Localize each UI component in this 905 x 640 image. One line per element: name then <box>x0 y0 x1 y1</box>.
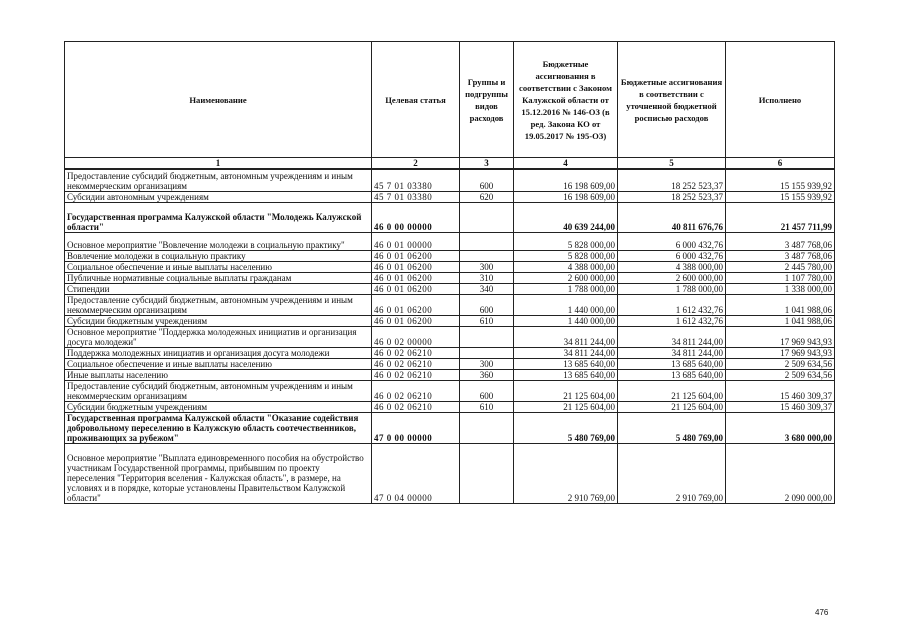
row-expense-group: 610 <box>460 315 514 326</box>
table-row <box>65 272 835 283</box>
row-executed: 1 107 780,00 <box>726 272 835 283</box>
row-budget-revised: 5 480 769,00 <box>618 412 726 443</box>
row-budget-law: 5 480 769,00 <box>514 412 618 443</box>
row-name: Основное мероприятие "Вовлечение молодежи в социальную практику" <box>65 232 372 250</box>
row-target-article: 46 0 01 00000 <box>372 232 460 250</box>
row-expense-group: 600 <box>460 380 514 401</box>
table-row <box>65 294 835 315</box>
table-row <box>65 326 835 347</box>
column-number: 3 <box>460 158 514 170</box>
table-row <box>65 412 835 443</box>
row-budget-revised: 2 910 769,00 <box>618 443 726 503</box>
row-executed: 3 680 000,00 <box>726 412 835 443</box>
row-budget-revised: 13 685 640,00 <box>618 369 726 380</box>
row-target-article: 46 0 01 06200 <box>372 261 460 272</box>
row-expense-group: 340 <box>460 283 514 294</box>
header-budget-law: Бюджетные ассигнования в соответствии с Законом Калужской области от 15.12.2016 № 146-ОЗ (в ред. Закона КО от 19.05.2017 № 195-ОЗ) <box>514 42 618 158</box>
table-row <box>65 232 835 250</box>
table-row <box>65 250 835 261</box>
row-name: Поддержка молодежных инициатив и организация досуга молодежи <box>65 347 372 358</box>
column-number: 2 <box>372 158 460 170</box>
row-name: Предоставление субсидий бюджетным, автономным учреждениям и иным некоммерческим организациям <box>65 380 372 401</box>
row-budget-law: 5 828 000,00 <box>514 250 618 261</box>
row-name: Государственная программа Калужской области "Молодежь Калужской области" <box>65 202 372 232</box>
table-row <box>65 443 835 503</box>
row-expense-group: 300 <box>460 358 514 369</box>
table-row <box>65 283 835 294</box>
row-target-article: 45 7 01 03380 <box>372 169 460 191</box>
row-target-article: 46 0 01 06200 <box>372 315 460 326</box>
row-executed: 15 460 309,37 <box>726 401 835 412</box>
row-name: Государственная программа Калужской области "Оказание содействия добровольному переселению в Калужскую область соотечественников, проживающих за рубежом" <box>65 412 372 443</box>
column-number: 1 <box>65 158 372 170</box>
budget-table <box>64 41 835 504</box>
row-budget-law: 40 639 244,00 <box>514 202 618 232</box>
row-budget-revised: 1 788 000,00 <box>618 283 726 294</box>
row-budget-revised: 4 388 000,00 <box>618 261 726 272</box>
row-budget-revised: 13 685 640,00 <box>618 358 726 369</box>
row-expense-group <box>460 202 514 232</box>
row-budget-revised: 40 811 676,76 <box>618 202 726 232</box>
row-budget-law: 2 910 769,00 <box>514 443 618 503</box>
row-executed: 2 509 634,56 <box>726 358 835 369</box>
table-row <box>65 347 835 358</box>
row-expense-group: 600 <box>460 169 514 191</box>
row-name: Основное мероприятие "Поддержка молодежных инициатив и организация досуга молодежи" <box>65 326 372 347</box>
row-budget-revised: 18 252 523,37 <box>618 169 726 191</box>
row-budget-revised: 2 600 000,00 <box>618 272 726 283</box>
row-budget-law: 34 811 244,00 <box>514 326 618 347</box>
row-name: Вовлечение молодежи в социальную практику <box>65 250 372 261</box>
row-target-article: 45 7 01 03380 <box>372 191 460 202</box>
table-header-row <box>65 42 835 158</box>
row-budget-revised: 6 000 432,76 <box>618 232 726 250</box>
row-name: Предоставление субсидий бюджетным, автономным учреждениям и иным некоммерческим организациям <box>65 294 372 315</box>
row-budget-law: 2 600 000,00 <box>514 272 618 283</box>
row-expense-group <box>460 443 514 503</box>
column-number-row <box>65 158 835 170</box>
row-expense-group <box>460 412 514 443</box>
row-budget-revised: 1 612 432,76 <box>618 294 726 315</box>
row-target-article: 46 0 02 06210 <box>372 401 460 412</box>
table-row <box>65 169 835 191</box>
row-executed: 21 457 711,99 <box>726 202 835 232</box>
row-budget-law: 13 685 640,00 <box>514 358 618 369</box>
row-expense-group: 600 <box>460 294 514 315</box>
row-budget-law: 1 440 000,00 <box>514 294 618 315</box>
row-executed: 17 969 943,93 <box>726 347 835 358</box>
row-executed: 3 487 768,06 <box>726 232 835 250</box>
row-budget-revised: 18 252 523,37 <box>618 191 726 202</box>
table-row <box>65 315 835 326</box>
row-executed: 2 090 000,00 <box>726 443 835 503</box>
row-name: Основное мероприятие "Выплата единовременного пособия на обустройство участникам Государственной программы, прибывшим по проекту переселения "Территория вселения - Калужская область", в размере, на условиях и в порядке, которые установлены Правительством Калужской области" <box>65 443 372 503</box>
row-budget-law: 1 788 000,00 <box>514 283 618 294</box>
row-target-article: 47 0 04 00000 <box>372 443 460 503</box>
row-executed: 17 969 943,93 <box>726 326 835 347</box>
row-name: Иные выплаты населению <box>65 369 372 380</box>
row-executed: 1 041 988,06 <box>726 315 835 326</box>
table-row <box>65 191 835 202</box>
column-number: 4 <box>514 158 618 170</box>
row-name: Публичные нормативные социальные выплаты гражданам <box>65 272 372 283</box>
column-number: 5 <box>618 158 726 170</box>
row-name: Предоставление субсидий бюджетным, автономным учреждениям и иным некоммерческим организациям <box>65 169 372 191</box>
row-expense-group <box>460 250 514 261</box>
row-expense-group: 610 <box>460 401 514 412</box>
header-target-article: Целевая статья <box>372 42 460 158</box>
row-budget-law: 34 811 244,00 <box>514 347 618 358</box>
table-row <box>65 261 835 272</box>
row-executed: 15 155 939,92 <box>726 191 835 202</box>
row-target-article: 46 0 02 06210 <box>372 358 460 369</box>
row-name: Субсидии бюджетным учреждениям <box>65 401 372 412</box>
row-executed: 15 460 309,37 <box>726 380 835 401</box>
table-row <box>65 202 835 232</box>
row-budget-revised: 21 125 604,00 <box>618 401 726 412</box>
row-budget-law: 21 125 604,00 <box>514 380 618 401</box>
row-executed: 15 155 939,92 <box>726 169 835 191</box>
row-target-article: 46 0 01 06200 <box>372 250 460 261</box>
row-target-article: 46 0 00 00000 <box>372 202 460 232</box>
row-budget-revised: 21 125 604,00 <box>618 380 726 401</box>
column-number: 6 <box>726 158 835 170</box>
row-executed: 1 338 000,00 <box>726 283 835 294</box>
row-name: Субсидии бюджетным учреждениям <box>65 315 372 326</box>
table-row <box>65 369 835 380</box>
row-budget-law: 5 828 000,00 <box>514 232 618 250</box>
row-name: Социальное обеспечение и иные выплаты населению <box>65 261 372 272</box>
row-target-article: 46 0 01 06200 <box>372 283 460 294</box>
page-number: 476 <box>815 608 829 617</box>
row-name: Субсидии автономным учреждениям <box>65 191 372 202</box>
row-expense-group <box>460 347 514 358</box>
row-expense-group: 360 <box>460 369 514 380</box>
row-budget-law: 21 125 604,00 <box>514 401 618 412</box>
row-budget-revised: 34 811 244,00 <box>618 326 726 347</box>
header-name: Наименование <box>65 42 372 158</box>
row-name: Стипендии <box>65 283 372 294</box>
row-budget-revised: 1 612 432,76 <box>618 315 726 326</box>
row-budget-revised: 6 000 432,76 <box>618 250 726 261</box>
row-target-article: 46 0 01 06200 <box>372 294 460 315</box>
row-target-article: 46 0 02 00000 <box>372 326 460 347</box>
row-executed: 1 041 988,06 <box>726 294 835 315</box>
row-target-article: 46 0 01 06200 <box>372 272 460 283</box>
header-expense-group: Группы и подгруппы видов расходов <box>460 42 514 158</box>
row-budget-law: 4 388 000,00 <box>514 261 618 272</box>
header-executed: Исполнено <box>726 42 835 158</box>
row-executed: 2 509 634,56 <box>726 369 835 380</box>
header-budget-revised: Бюджетные ассигнования в соответствии с уточненной бюджетной росписью расходов <box>618 42 726 158</box>
row-expense-group <box>460 326 514 347</box>
table-row <box>65 380 835 401</box>
table-row <box>65 358 835 369</box>
row-budget-law: 1 440 000,00 <box>514 315 618 326</box>
row-budget-law: 16 198 609,00 <box>514 169 618 191</box>
row-expense-group: 300 <box>460 261 514 272</box>
row-expense-group: 310 <box>460 272 514 283</box>
row-executed: 2 445 780,00 <box>726 261 835 272</box>
row-expense-group <box>460 232 514 250</box>
row-executed: 3 487 768,06 <box>726 250 835 261</box>
row-target-article: 46 0 02 06210 <box>372 347 460 358</box>
row-budget-law: 16 198 609,00 <box>514 191 618 202</box>
table-row <box>65 401 835 412</box>
row-budget-revised: 34 811 244,00 <box>618 347 726 358</box>
row-target-article: 46 0 02 06210 <box>372 369 460 380</box>
row-expense-group: 620 <box>460 191 514 202</box>
row-budget-law: 13 685 640,00 <box>514 369 618 380</box>
row-target-article: 46 0 02 06210 <box>372 380 460 401</box>
row-target-article: 47 0 00 00000 <box>372 412 460 443</box>
row-name: Социальное обеспечение и иные выплаты населению <box>65 358 372 369</box>
